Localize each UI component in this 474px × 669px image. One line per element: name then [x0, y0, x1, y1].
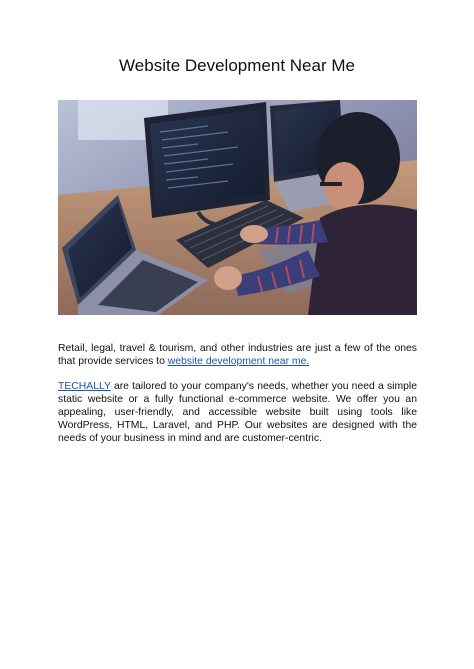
intro-text: Retail, legal, travel & tourism, and other industries are just a few of the ones that provide services to	[58, 343, 417, 367]
techally-text: are tailored to your company's needs, whether you need a simple static website or a fully functional e-commerce website. We offer you an appealing, user-friendly, and accessible website built using tools like WordPress, HTML, Laravel, and PHP. Our websites are designed with the needs of your business in mind and are customer-centric.	[58, 381, 417, 444]
hero-photo	[58, 100, 417, 315]
intro-paragraph	[58, 342, 417, 368]
page-title: Website Development Near Me	[119, 56, 355, 75]
website-development-link[interactable]: website development near me.	[167, 356, 310, 367]
techally-paragraph	[58, 380, 417, 445]
techally-link[interactable]: TECHALLY	[58, 381, 111, 392]
